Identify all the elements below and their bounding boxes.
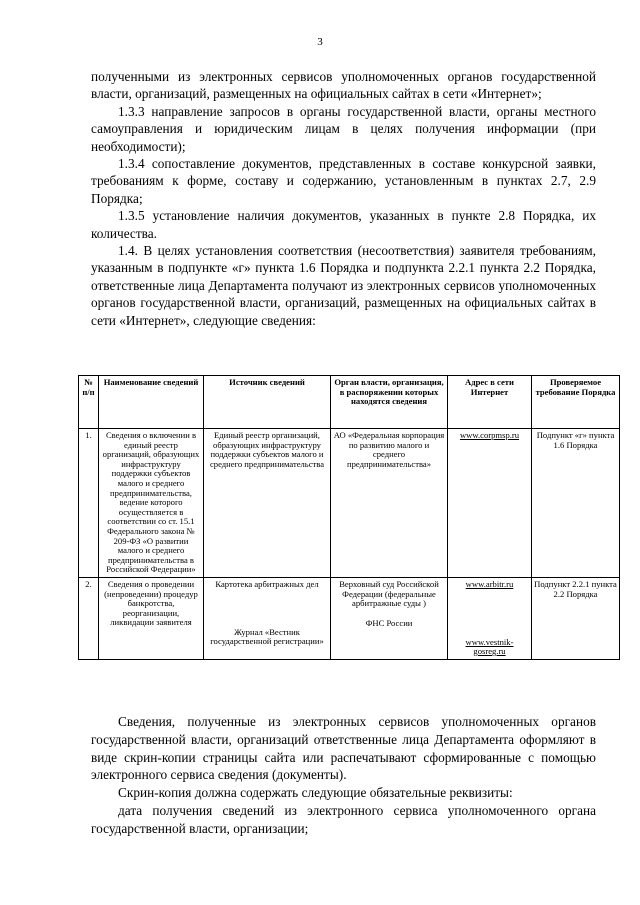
row-name: Сведения о проведении (непроведении) процедур банкротства, реорганизации, ликвидации заявителя (99, 577, 204, 659)
paragraph: 1.3.3 направление запросов в органы государственной власти, органы местного самоуправления и юридическим лицам в целях получения информации (при необходимости); (91, 103, 596, 154)
row-url (448, 577, 532, 659)
paragraph: Скрин-копия должна содержать следующие обязательные реквизиты: (118, 785, 513, 801)
row-org: АО «Федеральная корпорация по развитию малого и среднего предпринимательства» (331, 429, 448, 578)
row-num: 1. (79, 429, 99, 578)
row-requirement: Подпункт «г» пункта 1.6 Порядка (532, 429, 620, 578)
row-source (204, 577, 331, 659)
row-requirement: Подпункт 2.2.1 пункта 2.2 Порядка (532, 577, 620, 659)
row-num: 2. (79, 577, 99, 659)
paragraph: 1.3.4 сопоставление документов, представленных в составе конкурсной заявки, требованиям к форме, составу и содержанию, установленным в пунктах 2.7, 2.9 Порядка; (91, 156, 596, 206)
table-row (79, 429, 620, 578)
info-sources-table (78, 375, 620, 660)
table-header-row (79, 376, 620, 429)
paragraph: полученными из электронных сервисов уполномоченных органов государственной власти, организаций, размещенных на официальных сайтах в сети «Интернет»; (91, 69, 596, 102)
header-num: № п/п (79, 376, 99, 429)
url-link[interactable]: www.arbitr.ru (465, 578, 514, 589)
header-org: Орган власти, организация, в распоряжении которых находятся сведения (331, 376, 448, 429)
url-link[interactable]: www.corpmsp.ru (459, 430, 520, 440)
row-org (331, 577, 448, 659)
url-link-secondary[interactable]: www.vestnik-gosreg.ru (465, 636, 514, 657)
org-secondary: ФНС России (365, 617, 413, 628)
paragraph: 1.3.5 установление наличия документов, указанных в пункте 2.8 Порядка, их количества. (91, 208, 596, 241)
source-primary: Картотека арбитражных дел (215, 578, 319, 589)
page-number: 3 (317, 36, 323, 48)
row-source: Единый реестр организаций, образующих инфраструктуру поддержки субъектов малого и среднего предпринимательства (204, 429, 331, 578)
header-name: Наименование сведений (99, 376, 204, 429)
top-text-block (91, 68, 596, 329)
paragraph: 1.4. В целях установления соответствия (несоответствия) заявителя требованиям, указанным в подпункте «г» пункта 1.6 Порядка и подпункта 2.2.1 пункта 2.2 Порядка, ответственные лица Департамента получают из электронных сервисов уполномоченных органов государственной власти, организаций, размещенных на официальных сайтах в сети «Интернет», следующие сведения: (91, 243, 596, 328)
bottom-text-block (91, 713, 596, 838)
header-url: Адрес в сети Интернет (448, 376, 532, 429)
row-name: Сведения о включении в единый реестр организаций, образующих инфраструктуру поддержки субъектов малого и среднего предпринимательства, ведение которого осуществляется в соответствии со ст. 15.1 Федерального закона № 209-ФЗ «О развитии малого и среднего предпринимательства в Российской Федерации» (99, 429, 204, 578)
paragraph: Сведения, полученные из электронных сервисов уполномоченных органов государственной власти, организаций ответственные лица Департамента оформляют в виде скрин-копии страницы сайта или распечатывают сформированные с помощью электронного сервиса сведения (документы). (91, 714, 596, 783)
table-row (79, 577, 620, 659)
source-secondary: Журнал «Вестник государственной регистрации» (210, 626, 324, 647)
header-source: Источник сведений (204, 376, 331, 429)
org-primary: Верховный суд Российской Федерации (федеральные арбитражные суды ) (339, 578, 439, 609)
header-requirement: Проверяемое требование Порядка (532, 376, 620, 429)
row-url (448, 429, 532, 578)
paragraph: дата получения сведений из электронного сервиса уполномоченного органа государственной власти, организации; (91, 802, 596, 836)
